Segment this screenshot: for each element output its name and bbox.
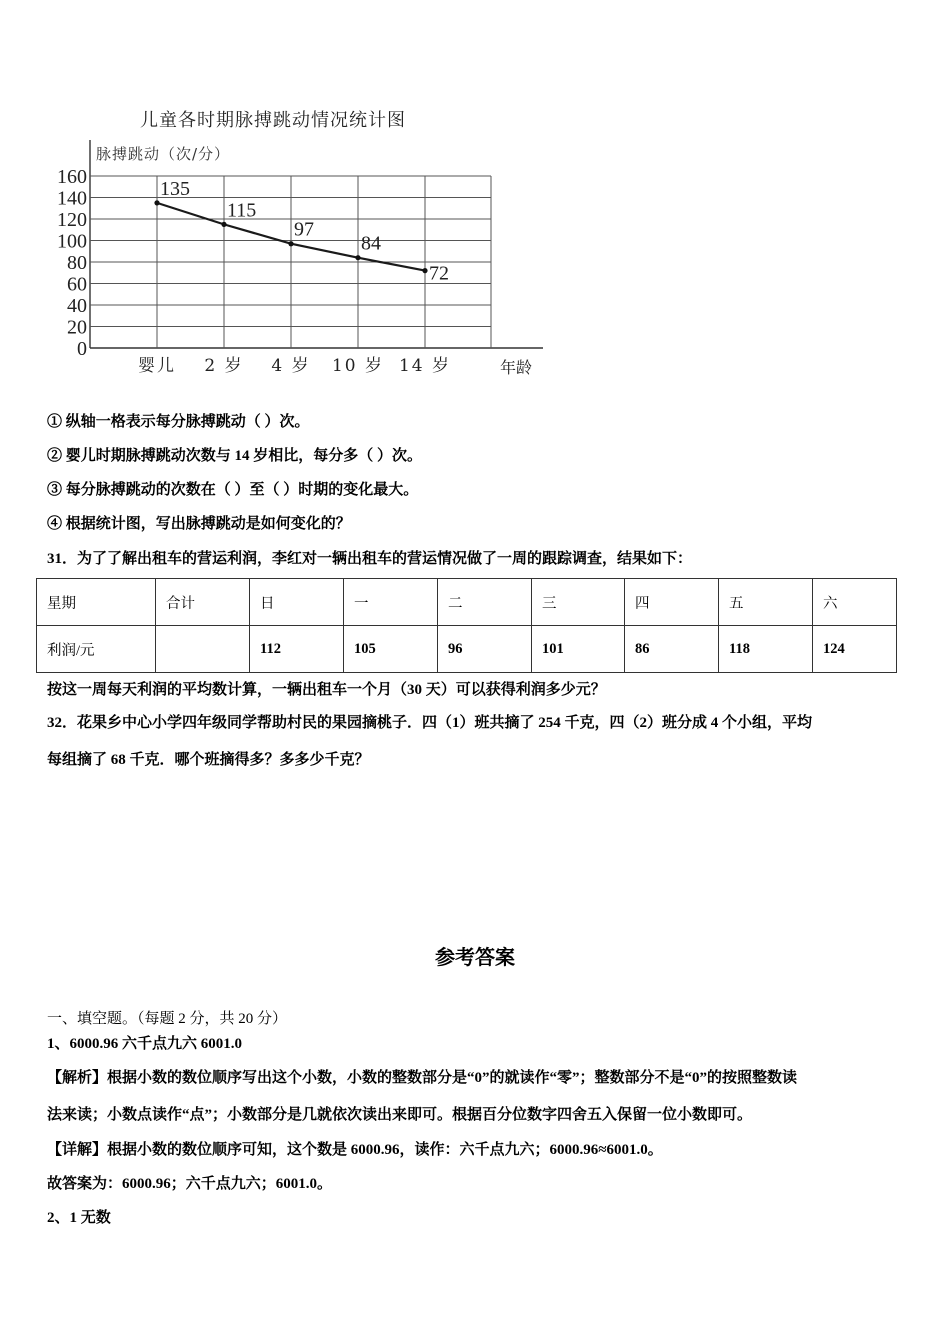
data-point <box>355 255 360 260</box>
table-cell: 三 <box>532 579 625 626</box>
table-cell: 101 <box>532 626 625 673</box>
table-cell: 六 <box>813 579 897 626</box>
question-30-4: ④ 根据统计图，写出脉搏跳动是如何变化的？ <box>47 516 351 532</box>
table-cell: 一 <box>344 579 438 626</box>
answer-1-analysis-line2: 法来读；小数点读作“点”；小数部分是几就依次读出来即可。根据百分位数字四舍五入保留一位小数即可。 <box>47 1107 753 1123</box>
answers-section-heading: 一、填空题。（每题 2 分，共 20 分） <box>47 1011 288 1027</box>
answer-1: 1、6000.96 六千点九六 6001.0 <box>47 1036 243 1052</box>
data-label: 135 <box>160 177 190 200</box>
y-tick-label: 100 <box>57 230 87 253</box>
y-tick-label: 160 <box>57 166 87 188</box>
question-30-1: ① 纵轴一格表示每分脉搏跳动（ ）次。 <box>47 414 310 430</box>
question-32-line1: 32．花果乡中心小学四年级同学帮助村民的果园摘桃子．四（1）班共摘了 254 千克，四（2）班分成 4 个小组，平均 <box>47 715 813 731</box>
taxi-profit-table <box>36 578 897 673</box>
chart-title: 儿童各时期脉搏跳动情况统计图 <box>140 110 406 131</box>
question-30-3: ③ 每分脉搏跳动的次数在（ ）至（ ）时期的变化最大。 <box>47 482 419 498</box>
x-axis-label: 年龄 <box>499 358 533 377</box>
y-tick-label: 60 <box>67 273 87 296</box>
x-tick-label: 婴儿 <box>138 356 176 376</box>
x-tick-label: 10 岁 <box>331 356 385 376</box>
question-31-followup: 按这一周每天利润的平均数计算，一辆出租车一个月（30 天）可以获得利润多少元？ <box>47 682 606 698</box>
data-point <box>422 268 427 273</box>
answers-title: 参考答案 <box>435 945 515 969</box>
table-cell: 96 <box>438 626 532 673</box>
data-label: 97 <box>294 218 314 241</box>
table-cell-total <box>156 626 250 673</box>
data-point <box>221 222 226 227</box>
table-cell: 124 <box>813 626 897 673</box>
table-cell: 五 <box>719 579 813 626</box>
y-tick-label: 80 <box>67 252 87 274</box>
detail-tag: 【详解】 <box>47 1142 108 1158</box>
question-30-2: ② 婴儿时期脉搏跳动次数与 14 岁相比，每分多（ ）次。 <box>47 448 423 464</box>
table-cell: 112 <box>250 626 344 673</box>
table-cell: 星期 <box>37 579 156 626</box>
question-31-prompt: 31．为了了解出租车的营运利润，李红对一辆出租车的营运情况做了一周的跟踪调查，结果如下： <box>47 551 693 567</box>
data-label: 115 <box>227 199 257 222</box>
y-tick-label: 120 <box>57 209 87 231</box>
chart-y-axis-label: 脉搏跳动（次/分） <box>96 145 231 163</box>
y-tick-label: 40 <box>67 295 87 317</box>
answer-2: 2、1 无数 <box>47 1210 111 1226</box>
table-cell: 86 <box>625 626 719 673</box>
data-point <box>154 200 159 205</box>
x-tick-label: 2 岁 <box>204 356 244 376</box>
pulse-line-chart <box>0 0 950 400</box>
table-cell: 利润/元 <box>37 626 156 673</box>
question-32-line2: 每组摘了 68 千克．哪个班摘得多？多多少千克？ <box>47 752 370 768</box>
answer-1-detail: 【详解】根据小数的数位顺序可知，这个数是 6000.96，读作：六千点九六；6000.96≈6001.0。 <box>47 1142 663 1158</box>
answer-1-analysis-line1: 【解析】根据小数的数位顺序写出这个小数，小数的整数部分是“0”的就读作“零”；整数部分不是“0”的按照整数读 <box>47 1070 798 1086</box>
y-tick-label: 0 <box>77 338 87 360</box>
table-header-row <box>37 579 897 626</box>
table-cell: 二 <box>438 579 532 626</box>
x-tick-label: 14 岁 <box>398 356 452 376</box>
table-cell: 日 <box>250 579 344 626</box>
table-cell: 合计 <box>156 579 250 626</box>
answer-1-conclusion: 故答案为：6000.96；六千点九六；6001.0。 <box>47 1176 333 1192</box>
analysis-tag: 【解析】 <box>47 1070 108 1086</box>
x-tick-label: 4 岁 <box>271 356 311 376</box>
data-point <box>288 241 293 246</box>
table-row <box>37 626 897 673</box>
table-cell: 105 <box>344 626 438 673</box>
table-cell: 118 <box>719 626 813 673</box>
y-tick-label: 20 <box>67 316 87 339</box>
table-cell: 四 <box>625 579 719 626</box>
y-tick-label: 140 <box>57 187 87 210</box>
data-label: 72 <box>429 262 449 285</box>
data-label: 84 <box>361 232 381 255</box>
